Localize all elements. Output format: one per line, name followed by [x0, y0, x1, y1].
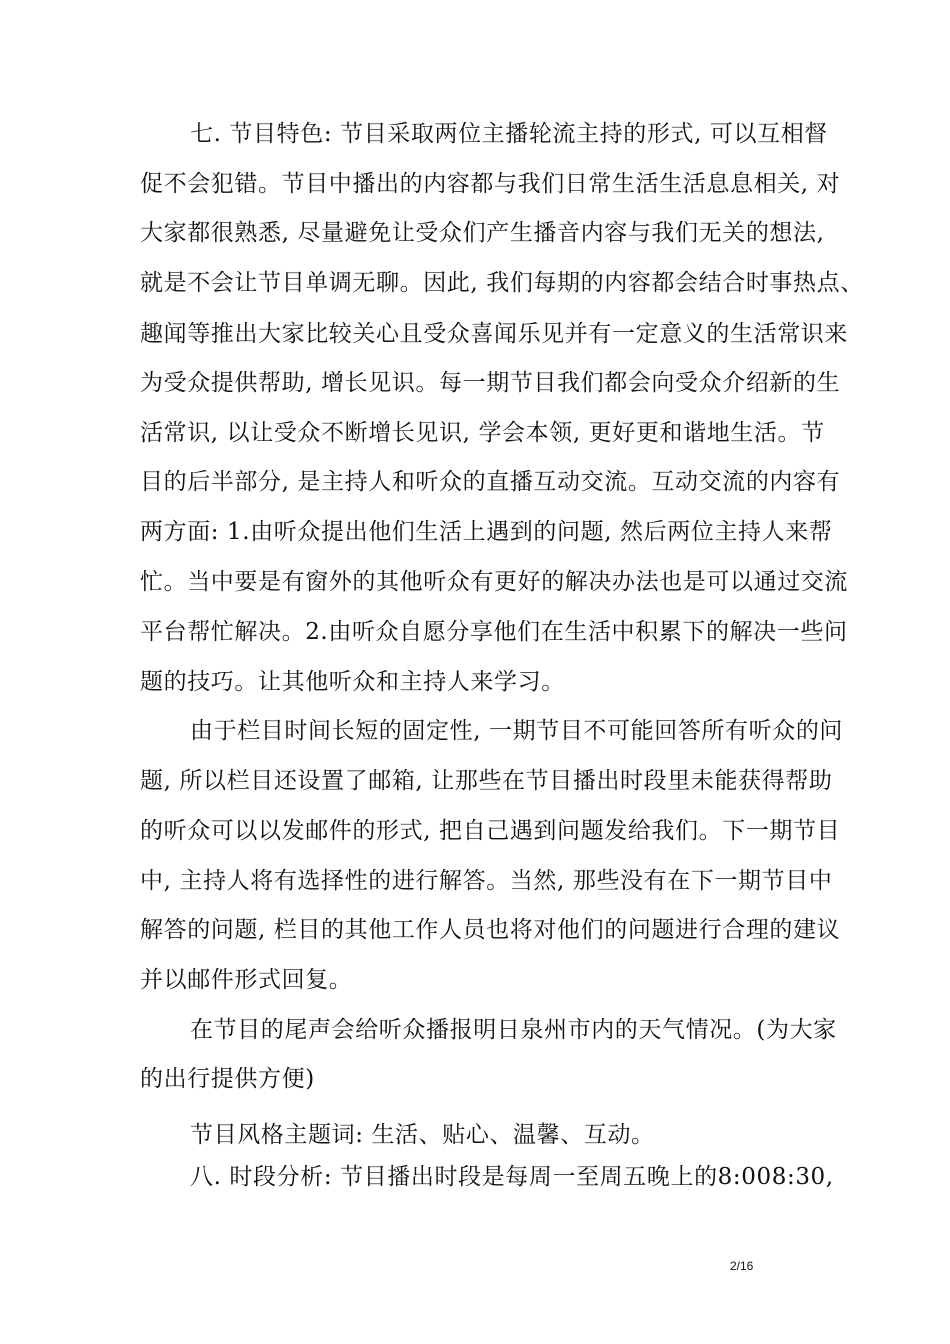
text-line: 中, 主持人将有选择性的进行解答。当然, 那些没有在下一期节目中: [140, 868, 833, 894]
text-line: 两方面: 1.由听众提出他们生活上遇到的问题, 然后两位主持人来帮: [140, 519, 833, 545]
text-line: 的出行提供方便): [140, 1066, 315, 1092]
text-line: 并以邮件形式回复。: [140, 967, 353, 993]
text-line: 平台帮忙解决。2.由听众自愿分享他们在生活中积累下的解决一些问: [140, 619, 848, 645]
text-line: 趣闻等推出大家比较关心且受众喜闻乐见并有一定意义的生活常识来: [140, 321, 848, 347]
text-line: 题的技巧。让其他听众和主持人来学习。: [140, 669, 565, 695]
text-line: 忙。当中要是有窗外的其他听众有更好的解决办法也是可以通过交流: [140, 569, 848, 595]
text-line: 活常识, 以让受众不断增长见识, 学会本领, 更好更和谐地生活。节: [140, 420, 825, 446]
text-line: 题, 所以栏目还设置了邮箱, 让那些在节目播出时段里未能获得帮助: [140, 768, 833, 794]
text-line: 为受众提供帮助, 增长见识。每一期节目我们都会向受众介绍新的生: [140, 370, 841, 396]
text-line: 就是不会让节目单调无聊。因此, 我们每期的内容都会结合时事热点、: [140, 270, 864, 296]
page-number: 2/16: [730, 1259, 754, 1273]
text-line: 八. 时段分析: 节目播出时段是每周一至周五晚上的8:008:30,: [190, 1164, 834, 1190]
text-line: 在节目的尾声会给听众播报明日泉州市内的天气情况。(为大家: [190, 1017, 837, 1043]
text-line: 七. 节目特色: 节目采取两位主播轮流主持的形式, 可以互相督: [190, 121, 828, 147]
text-line: 促不会犯错。节目中播出的内容都与我们日常生活生活息息相关, 对: [140, 171, 841, 197]
text-line: 大家都很熟悉, 尽量避免让受众们产生播音内容与我们无关的想法,: [140, 220, 825, 246]
text-line: 的听众可以以发邮件的形式, 把自己遇到问题发给我们。下一期节目: [140, 818, 841, 844]
text-line: 由于栏目时间长短的固定性, 一期节目不可能回答所有听众的问: [190, 718, 844, 744]
text-line: 节目风格主题词: 生活、贴心、温馨、互动。: [190, 1122, 655, 1148]
text-line: 目的后半部分, 是主持人和听众的直播互动交流。互动交流的内容有: [140, 469, 841, 495]
text-line: 解答的问题, 栏目的其他工作人员也将对他们的问题进行合理的建议: [140, 917, 841, 943]
